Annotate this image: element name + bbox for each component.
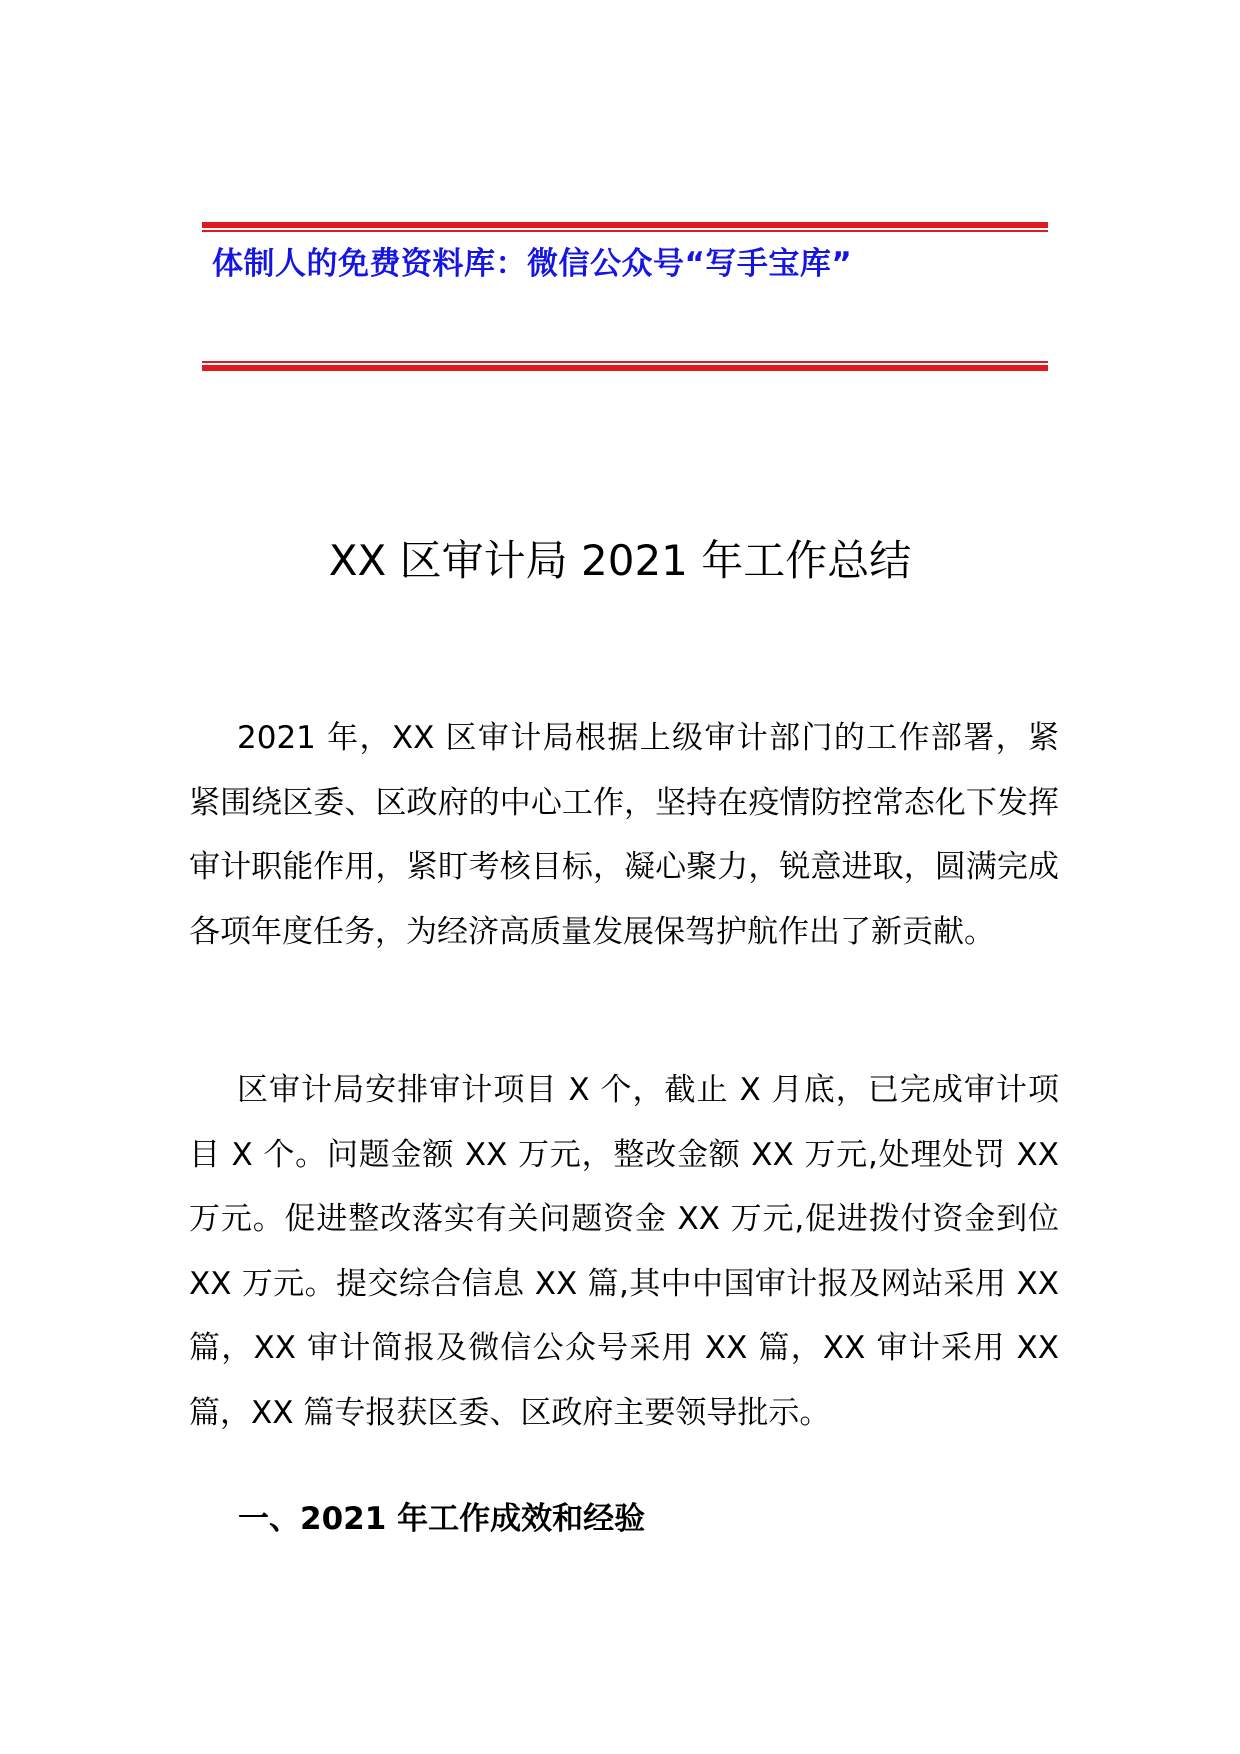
body-paragraph-statistics: 区审计局安排审计项目 X 个，截止 X 月底，已完成审计项目 X 个。问题金额 XX 万元，整改金额 XX 万元,处理处罚 XX 万元。促进整改落实有关问题资金 XX 万元,促进拨付资金到位 XX 万元。提交综合信息 XX 篇,其中中国审计报及网站采用 XX 篇，XX 审计简报及微信公众号采用 XX 篇，XX 审计采用 XX 篇，XX 篇专报获区委、区政府主要领导批示。: [189, 1072, 1059, 1431]
header-top-rule: [202, 222, 1048, 232]
body-paragraph-intro: 2021 年，XX 区审计局根据上级审计部门的工作部署，紧紧围绕区委、区政府的中心工作，坚持在疫情防控常态化下发挥审计职能作用，紧盯考核目标，凝心聚力，锐意进取，圆满完成各项年度任务，为经济高质量发展保驾护航作出了新贡献。: [189, 720, 1059, 950]
top-rule-thin-line: [202, 230, 1048, 232]
header-bottom-rule: [202, 361, 1048, 371]
bottom-rule-thin-line: [202, 361, 1048, 363]
document-title: XX 区审计局 2021 年工作总结: [328, 536, 912, 585]
section-heading: 一、2021 年工作成效和经验: [238, 1501, 646, 1537]
bottom-rule-thick-line: [202, 365, 1048, 371]
header-banner: 体制人的免费资料库：微信公众号“写手宝库”: [212, 246, 853, 282]
top-rule-thick-line: [202, 222, 1048, 228]
